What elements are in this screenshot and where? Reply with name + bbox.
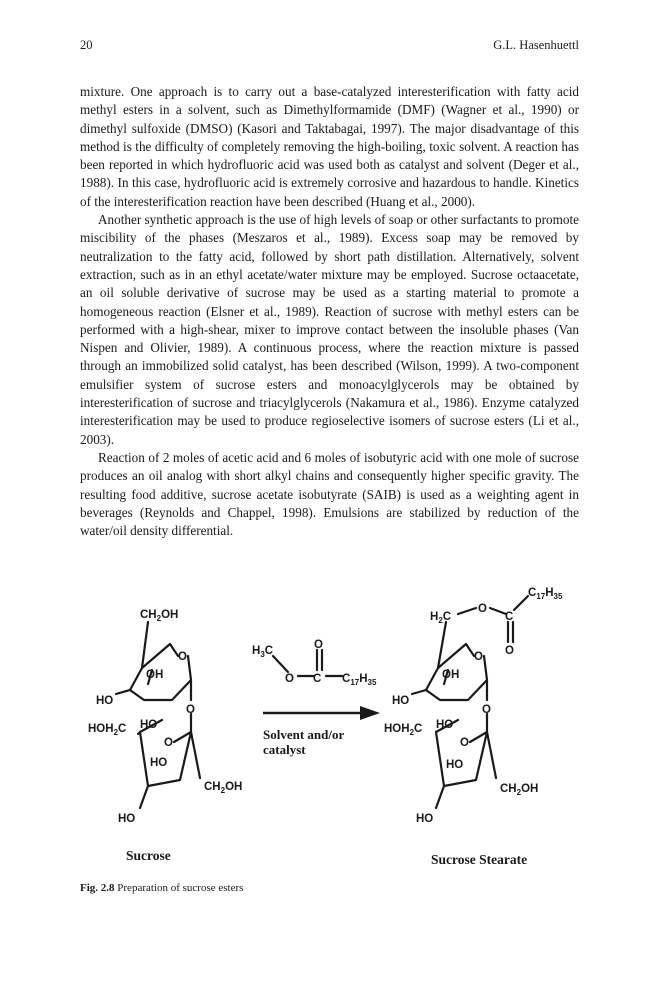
glucose-ch2oh-bond	[142, 622, 148, 668]
hoh2c-bond	[138, 732, 140, 734]
reagent-c-label: C	[313, 673, 322, 685]
hoh2c-label: $HOH_2C$	[88, 723, 127, 737]
ho-mid-label: HO	[140, 719, 158, 731]
ring-o2-label: O	[164, 737, 173, 749]
reagent-chain-label: $C_{17}H_{35}$	[342, 673, 377, 687]
product-label: Sucrose Stearate	[431, 852, 528, 867]
page-number: 20	[80, 38, 93, 52]
stearate-carbonyl-o-label: O	[505, 645, 514, 657]
reaction-scheme	[80, 582, 600, 882]
stearate-chain-bond	[514, 596, 528, 610]
running-head: G.L. Hasenhuettl	[493, 38, 579, 52]
reactant-label: Sucrose	[126, 848, 171, 863]
figure-caption	[80, 882, 243, 894]
page-header	[80, 38, 579, 56]
stearate-ch2oh-bottom-label: $CH_2OH$	[500, 783, 539, 797]
body-text	[80, 83, 579, 540]
stearate-ring-o2-label: O	[460, 737, 469, 749]
stearate-hoh2c-label: $HOH_2C$	[384, 723, 423, 737]
figure-number: Fig. 2.8	[80, 882, 115, 894]
ho-bottom-label: HO	[118, 813, 136, 825]
stearate-ho-left-label: HO	[392, 695, 410, 707]
stearate-ho-mid-label: HO	[436, 719, 454, 731]
stearate-c-label: C	[505, 611, 514, 623]
stearate-ho-bond	[412, 690, 426, 694]
condition-line-1: Solvent and/or	[263, 727, 345, 742]
stearate-ho-bottom-label: HO	[416, 813, 434, 825]
paragraph-2: Another synthetic approach is the use of high levels of soap or other surfactants to promote miscibility of the phases (Meszaros et al., 1989). Excess soap may be removed by neutralization to the fatty acid, followed by short path distillation. Alternatively, solvent extraction, such as in an ethyl acetate/water mixture may be employed. Sucrose octaacetate, an oil soluble derivative of sucrose may be used as a starting material to promote a homogeneous reaction (Elsner et al., 1989). Reaction of sucrose with methyl esters can be performed with a high-shear, mixer to improve contact between the insoluble phases (Van Nispen and Olivier, 1989). A continuous process, where the reaction mixture is passed through an immobilized solid catalyst, has been described (Wilson, 1999). A two-component emulsifier system of sucrose esters and monoacylglycerols may be obtained by interesterification of sucrose and triacylglycerols (Nakamura et al., 1986). Enzyme catalyzed interesterification may be used to produce regioselective isomers of sucrose esters (Li et al., 2003).	[80, 212, 579, 447]
stearate-ester-bond-1	[458, 608, 476, 614]
condition-line-2: catalyst	[263, 742, 306, 757]
ring-o1-label: O	[178, 651, 187, 663]
ch2oh-bottom-label: $CH_2OH$	[204, 781, 243, 795]
paragraph-3: Reaction of 2 moles of acetic acid and 6 moles of isobutyric acid with one mole of sucrose produces an oil analog with short alkyl chains and consequently higher specific gravity. The resulting food additive, sucrose acetate isobutyrate (SAIB) is used as a weighting agent in beverages (Reynolds and Chappel, 1998). Emulsions are stabilized by reduction of the water/oil density differential.	[80, 449, 579, 539]
paragraph-1: mixture. One approach is to carry out a base-catalyzed interesterification with fatty acid methyl esters in a solvent, such as Dimethylformamide (DMF) (Wagner et al., 1990) or dimethyl sulfoxide (DMSO) (Kasori and Taktabagai, 1997). The major disadvantage of this method is the difficulty of completely removing the high-boiling, toxic solvent. A reaction has been reported in which hydrofluoric acid was used both as catalyst and solvent (Deger et al., 1988). In this case, hydrofluoric acid is extremely corrosive and hazardous to handle. Kinetics of the interesterification reaction have been described (Huang et al., 2000).	[80, 84, 579, 209]
reagent-bond-1	[273, 656, 288, 672]
fructose-ch2oh-bond	[191, 732, 200, 778]
stearate-ester-o-label: O	[478, 603, 487, 615]
stearate-fructose-ch2oh-bond	[487, 732, 496, 778]
stearate-oh-label: OH	[442, 669, 460, 681]
stearate-h2c-label: $H_2C$	[430, 611, 452, 625]
ho-left-label: HO	[96, 695, 114, 707]
glucose-ho-bond	[116, 690, 130, 694]
stearate-bridge-o-label: O	[482, 704, 491, 716]
stearate-chain-label: $C_{17}H_{35}$	[528, 587, 563, 601]
reagent-carbonyl-o-label: O	[314, 639, 323, 651]
ch2oh-top-label: $CH_2OH$	[140, 609, 179, 623]
stearate-ring-o1-label: O	[474, 651, 483, 663]
stearate-ho-inner-label: HO	[446, 759, 464, 771]
stearate-ester-bond-2	[490, 608, 506, 614]
stearate-fructose-ho-bond	[436, 786, 444, 808]
oh-label: OH	[146, 669, 164, 681]
figure-sucrose-esters	[80, 582, 600, 882]
bridge-o-label: O	[186, 704, 195, 716]
figure-caption-text: Preparation of sucrose esters	[117, 882, 244, 894]
reagent-h3c-label: $H_3C$	[252, 645, 274, 659]
reaction-arrow	[263, 706, 380, 720]
ho-inner-label: HO	[150, 757, 168, 769]
fructose-ho-bond	[140, 786, 148, 808]
reagent-ester-o-label: O	[285, 673, 294, 685]
